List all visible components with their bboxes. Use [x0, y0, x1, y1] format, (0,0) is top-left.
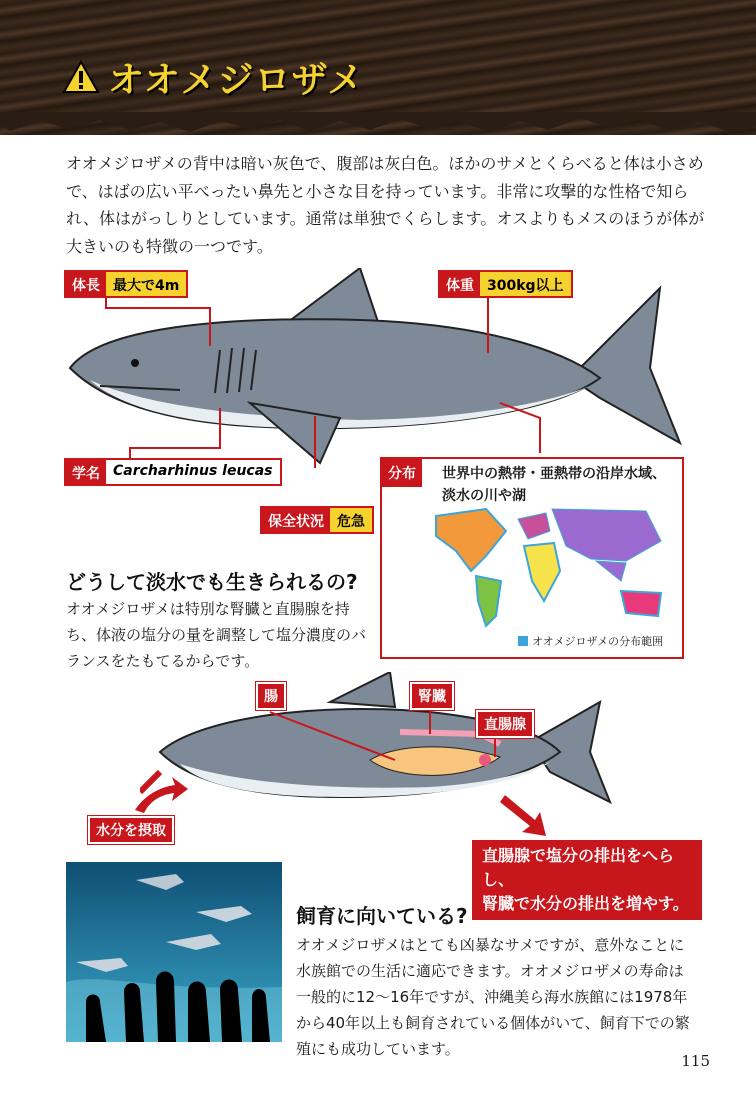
explanation-line-2: 腎臓で水分の排出を増やす。	[482, 894, 689, 913]
legend-label: オオメジロザメの分布範囲	[532, 635, 664, 648]
aquarium-photo	[66, 862, 282, 1042]
distribution-text: 世界中の熱帯・亜熱帯の沿岸水域、淡水の川や湖	[442, 466, 666, 504]
water-intake-tag: 水分を摂取	[88, 816, 174, 844]
explanation-line-1: 直腸腺で塩分の排出をへらし、	[482, 846, 675, 889]
intestine-tag: 腸	[256, 682, 286, 710]
explanation-box	[472, 840, 702, 920]
section-title-freshwater: どうして淡水でも生きられるの?	[66, 570, 358, 594]
weight-key: 体重	[440, 272, 480, 296]
section-body-captivity: オオメジロザメはとても凶暴なサメですが、意外なことに水族館での生活に適応できます。オオメジロザメの寿命は一般的に12〜16年ですが、沖縄美ら海水族館には1978年から40年以上も飼育されている個体がいて、飼育下での繁殖にも成功しています。	[296, 936, 690, 1058]
kidney-tag: 腎臓	[410, 682, 454, 710]
intro-paragraph: オオメジロザメの背中は暗い灰色で、腹部は灰白色。ほかのサメとくらべると体は小さめで、はばの広い平べったい鼻先と小さな目を持っています。非常に攻撃的な性格で知られ、体はがっしりとしています。通常は単独でくらします。オスよりもメスのほうが体が大きいのも特徴の一つです。	[66, 154, 705, 256]
torn-edge	[0, 112, 756, 142]
length-label	[64, 270, 188, 298]
shark-illustration	[60, 268, 700, 468]
map-legend	[518, 633, 663, 649]
weight-value: 300kg以上	[480, 272, 571, 296]
status-value: 危急	[330, 508, 372, 532]
distribution-box	[380, 457, 684, 659]
scientific-name-label	[64, 458, 282, 486]
output-arrow-icon	[500, 790, 550, 840]
length-key: 体長	[66, 272, 106, 296]
distribution-key: 分布	[382, 459, 422, 487]
page-title: オオメジロザメ	[108, 60, 365, 101]
rectal-gland-tag: 直腸腺	[476, 710, 534, 738]
page-number: 115	[681, 1052, 710, 1070]
legend-swatch	[518, 636, 528, 646]
weight-label	[438, 270, 573, 298]
warning-icon	[62, 60, 100, 94]
status-key: 保全状況	[262, 508, 330, 532]
section-title-captivity: 飼育に向いている?	[296, 904, 468, 928]
world-map-icon	[426, 501, 676, 631]
intake-arrow-icon	[130, 775, 190, 815]
sci-value: Carcharhinus leucas	[106, 460, 280, 484]
length-value: 最大で4m	[106, 272, 186, 296]
section-body-freshwater: オオメジロザメは特別な腎臓と直腸腺を持ち、体液の塩分の量を調整して塩分濃度のバランスをたもてるからです。	[66, 600, 367, 670]
sci-key: 学名	[66, 460, 106, 484]
conservation-label	[260, 506, 374, 534]
